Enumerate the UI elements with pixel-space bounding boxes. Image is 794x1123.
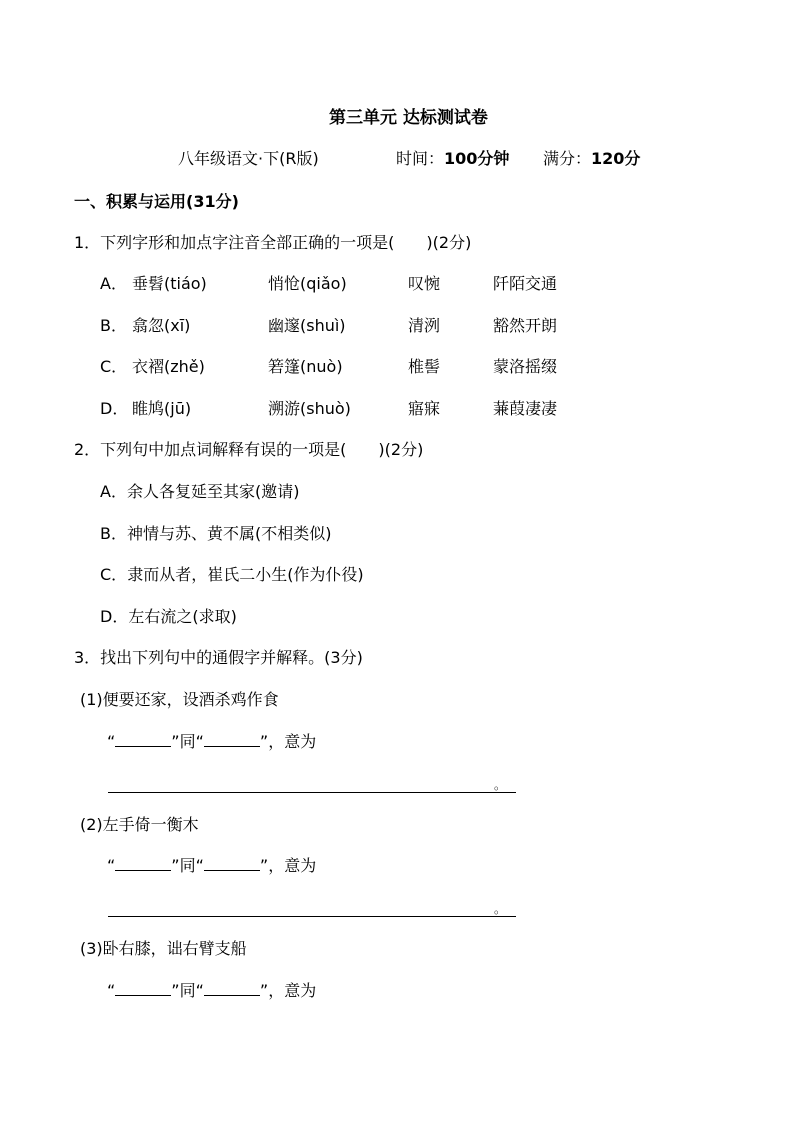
meaning-label: ，意为: [268, 732, 317, 751]
answer-blank[interactable]: [115, 732, 171, 747]
question-3-item-1: (1)便要还家，设酒杀鸡作食: [80, 690, 279, 709]
option-label: B．: [100, 316, 127, 335]
option-label: A．: [100, 482, 127, 501]
option-label: C．: [100, 565, 128, 584]
grade-label: 八年级语文·下(R版): [178, 149, 319, 168]
option-text: 神情与苏、黄不属(不相类似): [126, 524, 332, 543]
option-text: 左右流之(求取): [128, 607, 237, 626]
meaning-label: ，意为: [268, 856, 317, 875]
option-item: 垂髫(tiáo): [132, 274, 207, 293]
answer-blank[interactable]: [115, 856, 171, 871]
fill-blank-row: “ ”同“ ”，意为: [107, 732, 317, 751]
option-text: 余人各复延至其家(邀请): [126, 482, 300, 501]
time-value: 100分钟: [444, 149, 510, 168]
answer-blank[interactable]: [204, 732, 260, 747]
same-as-label: 同: [179, 856, 196, 875]
option-label: C．: [100, 357, 128, 376]
option-label: B．: [100, 524, 127, 543]
same-as-label: 同: [179, 732, 196, 751]
option-item: 蒙洛摇缀: [493, 357, 558, 376]
option-item: 睢鸠(jū): [132, 399, 192, 418]
option-item: 椎髻: [408, 357, 441, 376]
option-item: 叹惋: [408, 274, 441, 293]
question-3-item-3: (3)卧右膝，诎右臂支船: [80, 939, 247, 958]
option-item: 箬篷(nuò): [268, 357, 343, 376]
option-item: 幽邃(shuì): [268, 316, 346, 335]
question-3-item-2: (2)左手倚一衡木: [80, 815, 199, 834]
option-label: D．: [100, 607, 129, 626]
option-item: 清洌: [408, 316, 441, 335]
score-info: [543, 149, 640, 169]
score-value: 120分: [591, 149, 641, 168]
answer-blank[interactable]: [115, 981, 171, 996]
question-2-option-d: [100, 607, 237, 627]
fill-blank-row: “ ”同“ ”，意为: [107, 856, 317, 875]
question-2-option-c: [100, 565, 364, 585]
option-label: A．: [100, 274, 127, 293]
option-item: 翕忽(xī): [132, 316, 191, 335]
question-2-option-a: [100, 482, 299, 502]
answer-line[interactable]: [108, 792, 516, 793]
question-3-stem: 3．找出下列句中的通假字并解释。(3分): [74, 648, 363, 667]
option-item: 寤寐: [408, 399, 441, 418]
fill-blank-row: “ ”同“ ”，意为: [107, 981, 317, 1000]
option-label: D．: [100, 399, 129, 418]
answer-blank[interactable]: [204, 856, 260, 871]
exam-subtitle: [178, 149, 319, 169]
question-2-option-b: [100, 524, 331, 544]
question-1-stem: 1．下列字形和加点字注音全部正确的一项是( )(2分): [74, 233, 472, 252]
sentence-period: 。: [494, 778, 507, 792]
sentence-period: 。: [494, 902, 507, 916]
option-item: 豁然开朗: [493, 316, 558, 335]
option-item: 溯游(shuò): [268, 399, 351, 418]
score-label: 满分：: [543, 149, 592, 168]
question-2-stem: 2．下列句中加点词解释有误的一项是( )(2分): [74, 440, 424, 459]
time-info: [396, 149, 509, 169]
option-item: 悄怆(qiǎo): [268, 274, 347, 293]
meaning-label: ，意为: [268, 981, 317, 1000]
answer-line[interactable]: [108, 916, 516, 917]
option-item: 阡陌交通: [493, 274, 558, 293]
section-heading: 一、积累与运用(31分): [74, 192, 239, 211]
time-label: 时间：: [396, 149, 445, 168]
option-item: 衣褶(zhě): [132, 357, 205, 376]
option-text: 隶而从者，崔氏二小生(作为仆役): [127, 565, 364, 584]
answer-blank[interactable]: [204, 981, 260, 996]
exam-title: 第三单元 达标测试卷: [329, 108, 488, 128]
option-item: 蒹葭凄凄: [493, 399, 558, 418]
same-as-label: 同: [179, 981, 196, 1000]
